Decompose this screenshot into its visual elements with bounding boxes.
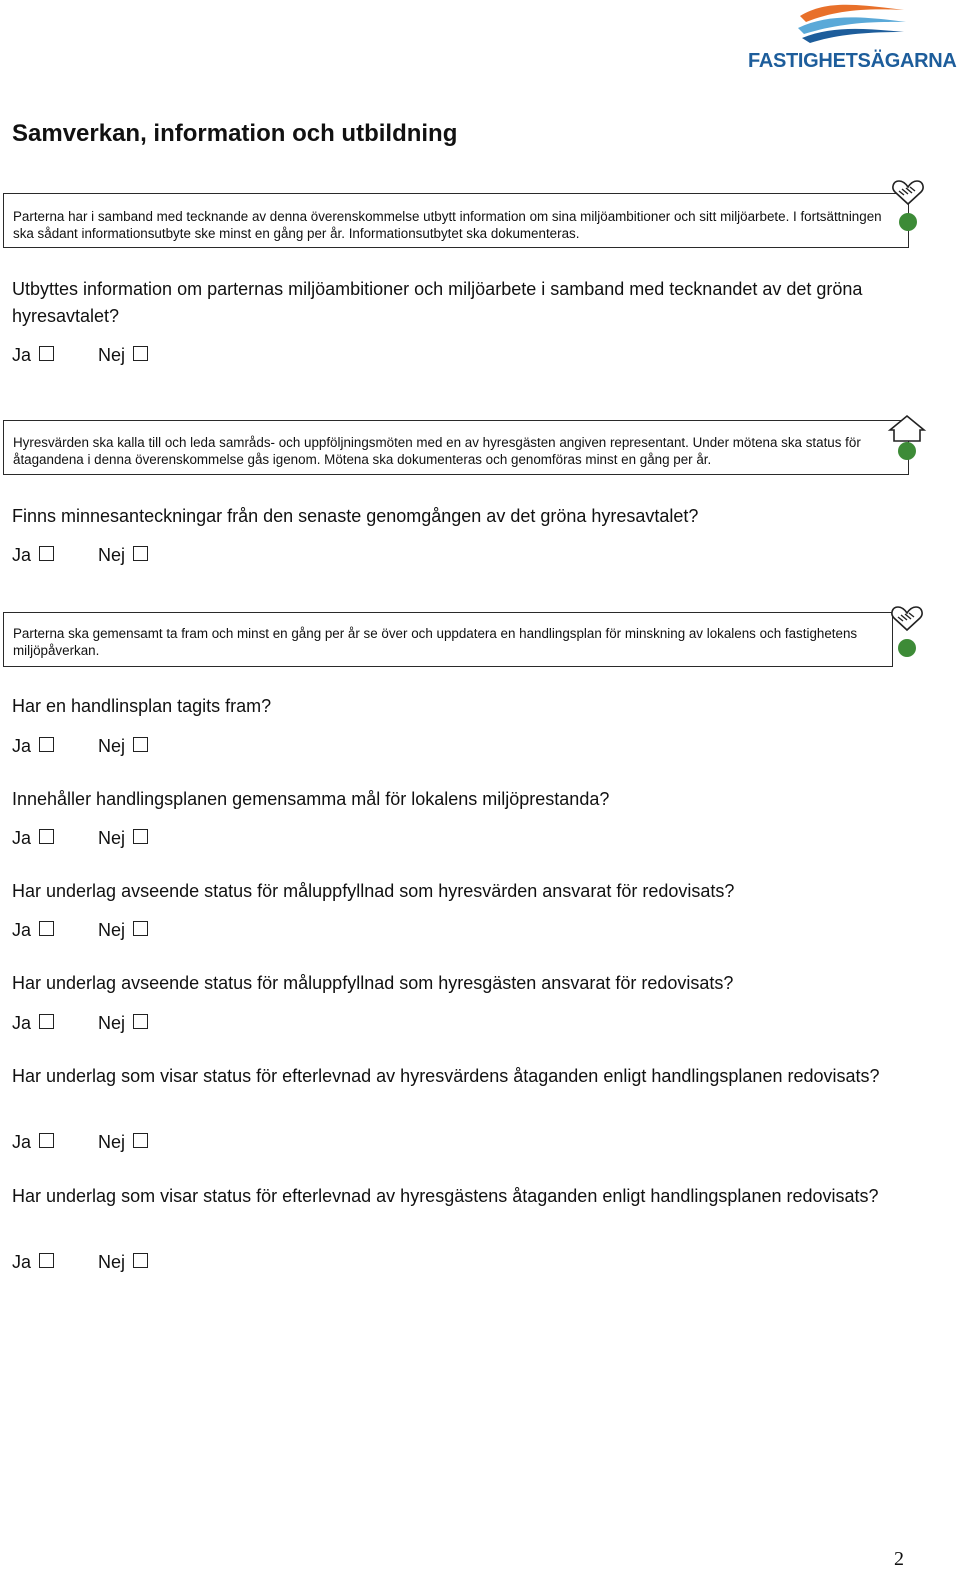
answer-no[interactable] — [98, 345, 148, 366]
answer-yes[interactable] — [12, 1013, 54, 1034]
answer-no-label: Nej — [98, 544, 126, 565]
answer-yes-label: Ja — [12, 1131, 32, 1152]
no-checkbox[interactable] — [133, 737, 148, 752]
answer-no-label: Nej — [98, 1251, 126, 1272]
green-dot-icon — [898, 442, 916, 460]
yes-checkbox[interactable] — [39, 829, 54, 844]
info-box — [3, 193, 909, 248]
answer-yes-label: Ja — [12, 544, 32, 565]
answer-no-label: Nej — [98, 827, 126, 848]
question-text: Har en handlinsplan tagits fram? — [12, 696, 272, 716]
info-box-text: Parterna ska gemensamt ta fram och minst en gång per år se över och uppdatera en handlingsplan för minskning av lokalens och fastighetens miljöpåverkan. — [13, 626, 858, 658]
question-text: Finns minnesanteckningar från den senaste genomgången av det gröna hyresavtalet? — [12, 506, 699, 526]
answer-no-label: Nej — [98, 1131, 126, 1152]
no-checkbox[interactable] — [133, 1014, 148, 1029]
answer-row — [12, 543, 192, 567]
answer-yes[interactable] — [12, 1252, 54, 1273]
answer-no[interactable] — [98, 736, 148, 757]
info-box-text: Parterna har i samband med tecknande av denna överenskommelse utbytt information om sina miljöambitioner och sitt miljöarbete. I fortsättningen ska sådant informationsutbyte ske minst en gång per år. Informationsutbytet ska dokumenteras. — [13, 209, 882, 241]
answer-row — [12, 1130, 192, 1154]
answer-row — [12, 918, 192, 942]
green-dot-icon — [899, 213, 917, 231]
page-number: 2 — [894, 1548, 904, 1570]
question-text: Utbyttes information om parternas miljöambitioner och miljöarbete i samband med tecknandet av det gröna hyresavtalet? — [12, 279, 863, 326]
answer-no-label: Nej — [98, 919, 126, 940]
answer-yes-label: Ja — [12, 1251, 32, 1272]
answer-yes[interactable] — [12, 920, 54, 941]
answer-row — [12, 1011, 192, 1035]
yes-checkbox[interactable] — [39, 546, 54, 561]
question-text: Har underlag avseende status för måluppfyllnad som hyresgästen ansvarat för redovisats? — [12, 973, 734, 993]
no-checkbox[interactable] — [133, 346, 148, 361]
answer-yes-label: Ja — [12, 1012, 32, 1033]
answer-yes-label: Ja — [12, 735, 32, 756]
answer-no[interactable] — [98, 1132, 148, 1153]
answer-no[interactable] — [98, 1252, 148, 1273]
no-checkbox[interactable] — [133, 1133, 148, 1148]
answer-yes[interactable] — [12, 736, 54, 757]
no-checkbox[interactable] — [133, 1253, 148, 1268]
yes-checkbox[interactable] — [39, 737, 54, 752]
page-title: Samverkan, information och utbildning — [12, 120, 458, 147]
answer-no[interactable] — [98, 920, 148, 941]
yes-checkbox[interactable] — [39, 1133, 54, 1148]
answer-row — [12, 734, 192, 758]
logo-waves-icon — [796, 2, 908, 44]
handshake-icon — [889, 604, 925, 660]
no-checkbox[interactable] — [133, 829, 148, 844]
yes-checkbox[interactable] — [39, 1253, 54, 1268]
answer-yes-label: Ja — [12, 919, 32, 940]
green-dot-icon — [898, 639, 916, 657]
answer-yes[interactable] — [12, 828, 54, 849]
question-text: Har underlag som visar status för efterlevnad av hyresgästens åtaganden enligt handlingsplanen redovisats? — [12, 1186, 879, 1206]
answer-no-label: Nej — [98, 1012, 126, 1033]
answer-yes[interactable] — [12, 345, 54, 366]
info-box-text: Hyresvärden ska kalla till och leda samråds- och uppföljningsmöten med en av hyresgästen angiven representant. Under mötena ska status för åtagandena i denna överenskommelse gås igenom. Mötena ska dokumenteras och genomföras minst en gång per år. — [13, 435, 861, 467]
answer-row — [12, 1250, 192, 1274]
yes-checkbox[interactable] — [39, 921, 54, 936]
answer-no-label: Nej — [98, 735, 126, 756]
info-box — [3, 612, 893, 667]
answer-yes[interactable] — [12, 1132, 54, 1153]
answer-row — [12, 343, 192, 367]
answer-no-label: Nej — [98, 344, 126, 365]
yes-checkbox[interactable] — [39, 346, 54, 361]
yes-checkbox[interactable] — [39, 1014, 54, 1029]
answer-row — [12, 826, 192, 850]
question-text: Har underlag som visar status för efterlevnad av hyresvärdens åtaganden enligt handlingsplanen redovisats? — [12, 1066, 880, 1086]
house-icon — [887, 413, 927, 463]
answer-yes-label: Ja — [12, 827, 32, 848]
answer-yes[interactable] — [12, 545, 54, 566]
answer-yes-label: Ja — [12, 344, 32, 365]
no-checkbox[interactable] — [133, 921, 148, 936]
no-checkbox[interactable] — [133, 546, 148, 561]
answer-no[interactable] — [98, 545, 148, 566]
handshake-icon — [890, 178, 926, 234]
answer-no[interactable] — [98, 1013, 148, 1034]
info-box — [3, 420, 909, 475]
question-text: Har underlag avseende status för måluppfyllnad som hyresvärden ansvarat för redovisats? — [12, 881, 735, 901]
logo-text: FASTIGHETSÄGARNA — [748, 50, 957, 72]
fastighetsagarna-logo — [748, 2, 956, 74]
answer-no[interactable] — [98, 828, 148, 849]
question-text: Innehåller handlingsplanen gemensamma mål för lokalens miljöprestanda? — [12, 789, 610, 809]
